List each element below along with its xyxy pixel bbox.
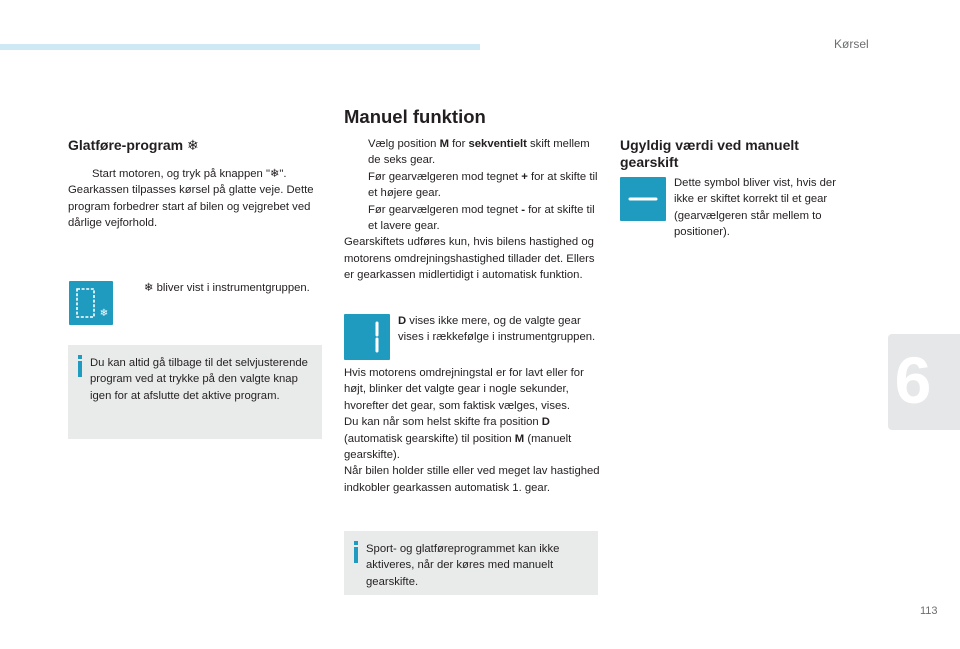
chapter-number: 6 [894,343,932,417]
section-title: Manuel funktion [344,106,486,127]
glat-intro: Start motoren, og tryk på knappen "❄". [92,167,287,180]
manuel-bullet-2: Før gearvælgeren mod tegnet + for at skifte til et højere gear. [368,170,598,200]
chapter-title: Kørsel [834,37,869,51]
header-bar [0,44,480,50]
ugyldig-title: Ugyldig værdi ved manuelt gearskift [620,137,799,170]
glat-bullet [68,166,324,182]
manuel-text-4: Når bilen holder stille eller ved meget lav hastighed indkobler gearkassen automatisk 1. gear. [344,465,600,494]
manuel-bullet-3: Før gearvælgeren mod tegnet - for at skifte til et lavere gear. [368,203,595,232]
manuel-text-3: Du kan når som helst skifte fra position D (automatisk gearskifte) til position M (manuelt gearskifte). [344,416,572,461]
manuel-note [344,531,598,595]
digit-zero-icon [69,281,113,325]
manuel-text-2: Hvis motorens omdrejningstal er for lavt eller for højt, blinker det valgte gear i nogle sekunder, hvorefter det gear, som faktisk vælges, vises. [344,367,584,412]
svg-text:❄: ❄ [99,308,109,319]
digit-one-icon [344,314,390,360]
glat-note [68,345,322,439]
manuel-more-text [344,365,600,496]
info-icon [354,541,358,563]
dash-icon [620,177,666,221]
manuel-section [344,136,600,283]
ugyldig-section [620,137,852,171]
gear-icon-caption: D vises ikke mere, og de valgte gear vises i rækkefølge i instrumentgruppen. [398,315,596,344]
glat-title: Glatføre-program ❄ [68,137,199,153]
glat-section [68,137,324,231]
page-number: 113 [920,605,938,617]
ugyldig-text: Dette symbol bliver vist, hvis der ikke er skiftet korrekt til et gear (gearvælgeren står mellem to positioner). [674,177,836,239]
chapter-tab [888,334,960,430]
manuel-note-text: Sport- og glatføreprogrammet kan ikke aktiveres, når der køres med manuelt gearskifte. [366,543,560,588]
glat-icon-caption: ❄ bliver vist i instrumentgruppen. [144,282,310,294]
snow-display-icon [69,281,113,325]
glat-text: Gearkassen tilpasses kørsel på glatte veje. Dette program forbedrer start af bilen og vejgrebet ved dårlige vejforhold. [68,184,314,229]
manuel-bullet-1: Vælg position M for sekventielt skift mellem de seks gear. [368,138,590,167]
glat-note-text: Du kan altid gå tilbage til det selvjusterende program ved at trykke på den valgte knap igen for at afslutte det aktive program. [90,357,308,402]
gear-display-icon [344,314,390,360]
manuel-text-1: Gearskiftets udføres kun, hvis bilens hastighed og motorens omdrejningshastighed tillader det. Ellers er gearkassen midlertidigt i automatisk funktion. [344,236,595,281]
invalid-gear-icon [620,177,666,221]
info-icon [78,355,82,377]
